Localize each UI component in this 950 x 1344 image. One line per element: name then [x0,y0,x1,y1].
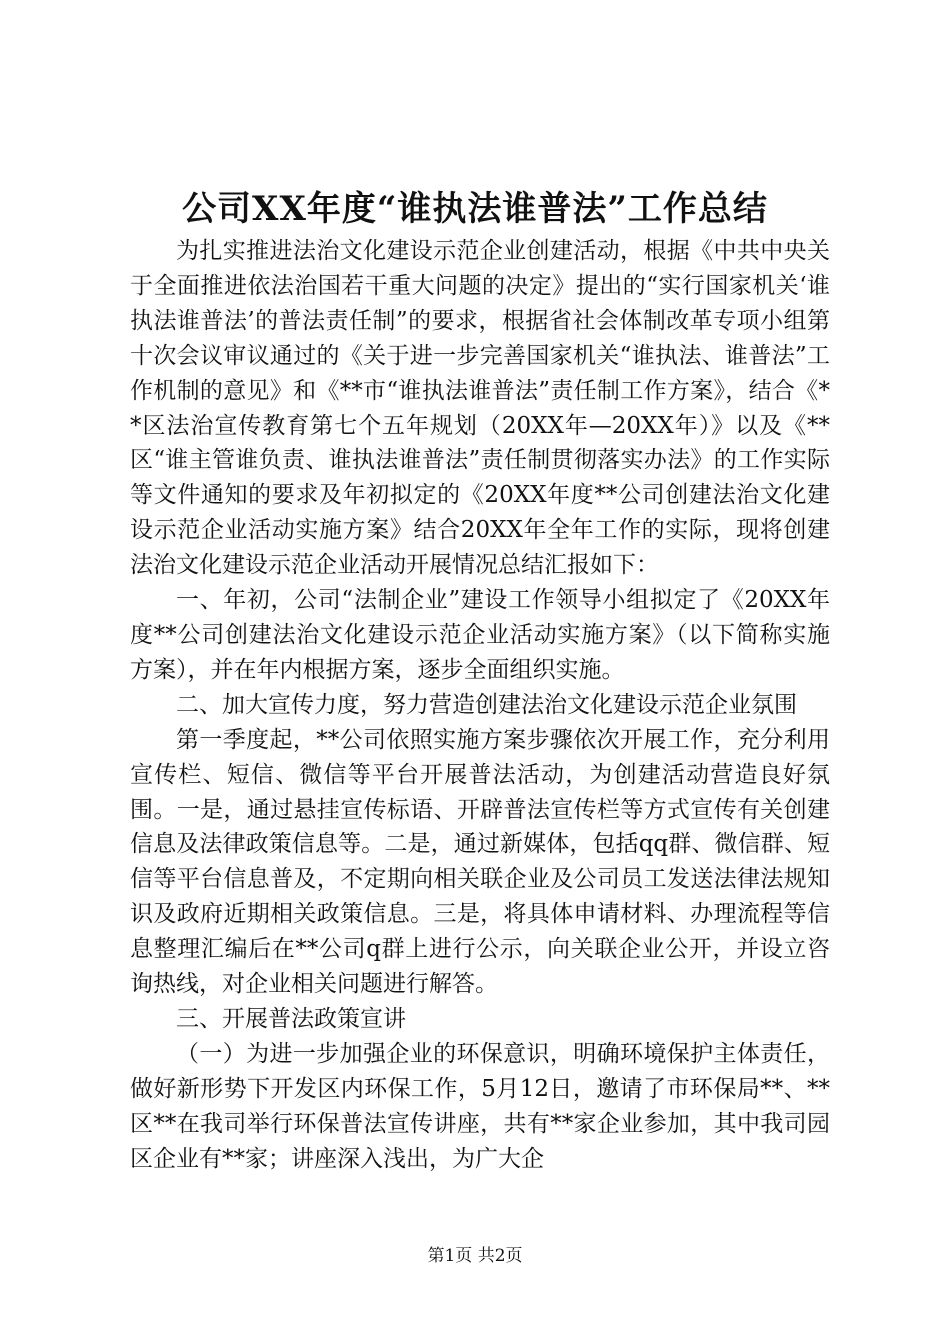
paragraph-intro: 为扎实推进法治文化建设示范企业创建活动，根据《中共中央关于全面推进依法治国若干重大问题的决定》提出的“实行国家机关‘谁执法谁普法’的普法责任制”的要求，根据省社会体制改革专项小组第十次会议审议通过的《关于进一步完善国家机关“谁执法、谁普法”工作机制的意见》和《**市“谁执法谁普法”责任制工作方案》，结合《**区法治宣传教育第七个五年规划（20XX年—20XX年）》以及《**区“谁主管谁负责、谁执法谁普法”责任制贯彻落实办法》的工作实际等文件通知的要求及年初拟定的《20XX年度**公司创建法治文化建设示范企业活动实施方案》结合20XX年全年工作的实际，现将创建法治文化建设示范企业活动开展情况总结汇报如下： [130,238,830,579]
paragraph-section-1: 一、年初，公司“法制企业”建设工作领导小组拟定了《20XX年度**公司创建法治文化建设示范企业活动实施方案》（以下简称实施方案），并在年内根据方案，逐步全面组织实施。 [130,587,830,683]
document-body [130,234,830,1176]
heading-section-2: 二、加大宣传力度，努力营造创建法治文化建设示范企业氛围 [176,691,797,718]
document-title: 公司XX年度“谁执法谁普法”工作总结 [182,189,768,229]
paragraph-section-2: 第一季度起，**公司依照实施方案步骤依次开展工作，充分利用宣传栏、短信、微信等平台开展普法活动，为创建活动营造良好氛围。一是，通过悬挂宣传标语、开辟普法宣传栏等方式宣传有关创建信息及法律政策信息等。二是，通过新媒体，包括qq群、微信群、短信等平台信息普及，不定期向相关联企业及公司员工发送法律法规知识及政府近期相关政策信息。三是，将具体申请材料、办理流程等信息整理汇编后在**公司q群上进行公示，向关联企业公开，并设立咨询热线，对企业相关问题进行解答。 [130,726,830,998]
page-number-footer: 第1页 共2页 [427,1246,523,1266]
paragraph-section-3-1: （一）为进一步加强企业的环保意识，明确环境保护主体责任，做好新形势下开发区内环保工作，5月12日，邀请了市环保局**、**区**在我司举行环保普法宣传讲座，共有**家企业参加，其中我司园区企业有**家；讲座深入浅出，为广大企 [130,1040,830,1172]
heading-section-3: 三、开展普法政策宣讲 [176,1005,406,1032]
